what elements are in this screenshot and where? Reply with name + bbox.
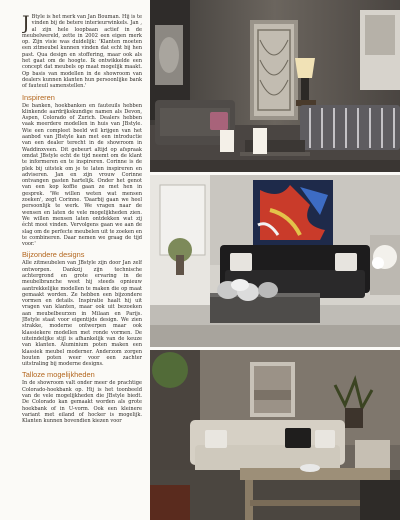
photo-showroom-cream-sofa [150, 350, 400, 520]
photo-showroom-lounge [150, 0, 400, 172]
section-text-inspireren: De banken, hoekbanken en fauteuils hebben klinkende aardrijkskundige namen als Devon, Aspen, Colorado of Zurich. Dealers hebben vaak meerdere modellen in huis van JBstyle. Wie een compleet beeld wil krijgen van het aanbod van JBstyle kan met een introductie van een dealer terecht in de showroom in Waddinxveen. Dit gebeurt altijd op afspraak omdat JBstyle echt de tijd neemt om de klant te informeren en te inspireren. Corinne is de plek bij uitstek om je te laten inspireren en adviseren. Jan en zijn vrouw Corinne ontvangen gasten hartelijk. Onder het genot van een kop koffie gaan ze met hen in gesprek. 'We willen weten wat mensen zoeken', zegt Corinne. 'Daarbij gaan we heel persoonlijk te werk. We vragen naar de wensen en laten de vele mogelijkheden zien. We willen mensen laten ontdekken wat zij écht mooi vinden. Vervolgens gaan we aan de slag om de perfecte meubelen uit te zoeken en te combineren. Daar nemen we graag de tijd voor.' [22, 102, 142, 248]
section-text-talloze-mogelijkheden: In de showroom valt onder meer de prachtige Colorado-hoekbank op. Hij is het toonbeeld van de vele mogelijkheden die JBstyle biedt. De Colorado kan gemaakt worden als grote hoekbank of in U-vorm. Ook een kleinere variant met eiland of hocker is mogelijk. Klanten kunnen bovendien kiezen voor [22, 380, 142, 425]
photo-column [150, 0, 400, 520]
photo-showroom-black-sofa [150, 175, 400, 347]
intro-text: Btyle is het merk van Jan Bouman. Hij is te vinden bij de betere interieurwinkels. Jan , al zijn hele loopbaan actief in de meubelwereld, zette in 2002 een eigen merk op. Zijn visie was duidelijk: 'Klanten moeten een zitmeubel kunnen vinden dat echt bij hen past. Qua design en stoffering, maar ook als het gaat om de hoogte. Ik ontwikkelde een concept dat meubels op maat mogelijk maakt. Op basis van modellen in de showroom van dealers kunnen klanten hun persoonlijke bank of fauteuil samenstellen.' [22, 14, 142, 90]
section-text-bijzondere-designs: Alle zitmeubelen van JBstyle zijn door Jan zelf ontworpen. Dankzij zijn technische achtergrond en grote ervaring in de meubelbranche weet hij steeds opnieuw aantrekkelijke modellen te maken die op maat gemaakt worden. Ze hebben een bijzondere vormen en details. Inspiratie haalt hij uit vragen van klanten, maar ook uit bezoeken aan meubelbeurzen in Milaan en Parijs. JBstyle staat voor eigentijds design. We zien strakke, moderne ontwerpen maar ook klassiekere modellen met ronde vormen. De uiteindelijke stijl is afhankelijk van de keuze van klanten. Aluminium poten maken een klassiek meubel moderner. Anderzom zorgen houten poten weer voor een zachter uitstraling bij moderne designs. [22, 260, 142, 368]
intro-paragraph [22, 14, 142, 90]
article-text-column [22, 14, 142, 514]
section-heading-bijzondere-designs: Bijzondere designs [22, 250, 85, 260]
drop-cap: J [22, 14, 30, 34]
section-heading-talloze-mogelijkheden: Talloze mogelijkheden [22, 370, 95, 380]
section-heading-inspireren: Inspireren [22, 92, 55, 102]
